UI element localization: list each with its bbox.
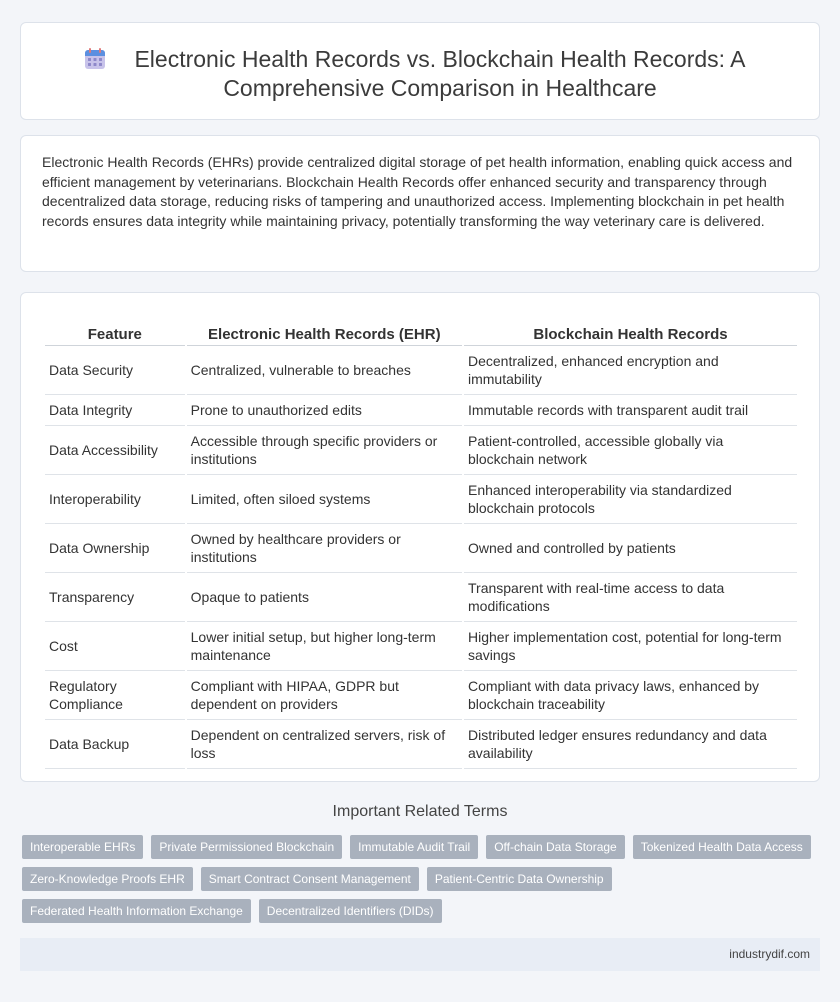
- table-row: [45, 720, 797, 769]
- ehr-cell: Prone to unauthorized edits: [187, 395, 462, 426]
- related-term-tag[interactable]: Smart Contract Consent Management: [201, 867, 419, 891]
- table-row: [45, 475, 797, 524]
- blockchain-cell: Compliant with data privacy laws, enhanced by blockchain traceability: [464, 671, 797, 720]
- feature-cell: Cost: [45, 622, 185, 671]
- blockchain-cell: Distributed ledger ensures redundancy and data availability: [464, 720, 797, 769]
- comparison-card: [20, 292, 820, 782]
- feature-cell: Data Integrity: [45, 395, 185, 426]
- blockchain-cell: Enhanced interoperability via standardized blockchain protocols: [464, 475, 797, 524]
- title-card: [20, 22, 820, 120]
- table-row: [45, 524, 797, 573]
- related-term-tag[interactable]: Immutable Audit Trail: [350, 835, 478, 859]
- footer-site-link[interactable]: industrydif.com: [729, 947, 810, 961]
- ehr-cell: Accessible through specific providers or institutions: [187, 426, 462, 475]
- blockchain-cell: Decentralized, enhanced encryption and immutability: [464, 346, 797, 395]
- feature-cell: Data Ownership: [45, 524, 185, 573]
- feature-cell: Interoperability: [45, 475, 185, 524]
- ehr-cell: Limited, often siloed systems: [187, 475, 462, 524]
- table-header-row: [45, 313, 797, 346]
- ehr-cell: Opaque to patients: [187, 573, 462, 622]
- blockchain-cell: Transparent with real-time access to data modifications: [464, 573, 797, 622]
- table-row: [45, 346, 797, 395]
- ehr-cell: Compliant with HIPAA, GDPR but dependent on providers: [187, 671, 462, 720]
- related-term-tag[interactable]: Tokenized Health Data Access: [633, 835, 811, 859]
- related-term-tag[interactable]: Decentralized Identifiers (DIDs): [259, 899, 442, 923]
- feature-cell: Data Accessibility: [45, 426, 185, 475]
- related-terms-list: [22, 835, 822, 931]
- footer: [20, 938, 820, 971]
- feature-cell: Data Security: [45, 346, 185, 395]
- related-term-tag[interactable]: Private Permissioned Blockchain: [151, 835, 342, 859]
- tag-row: [22, 899, 822, 923]
- comparison-table: [43, 313, 799, 769]
- header-ehr: Electronic Health Records (EHR): [187, 313, 462, 346]
- intro-paragraph: Electronic Health Records (EHRs) provide centralized digital storage of pet health information, enabling quick access and efficient management by veterinarians. Blockchain Health Records offer enhanced security and transparency through decentralized data storage, reducing risks of tampering and unauthorized access. Implementing blockchain in pet health records ensures data integrity while maintaining privacy, potentially transforming the way veterinary care is delivered.: [42, 154, 793, 229]
- page-title: Electronic Health Records vs. Blockchain Health Records: A Comprehensive Comparison in Healthcare: [134, 46, 746, 101]
- table-row: [45, 622, 797, 671]
- related-term-tag[interactable]: Patient-Centric Data Ownership: [427, 867, 612, 891]
- table-row: [45, 573, 797, 622]
- table-row: [45, 671, 797, 720]
- tag-row: [22, 867, 822, 891]
- related-term-tag[interactable]: Federated Health Information Exchange: [22, 899, 251, 923]
- blockchain-cell: Owned and controlled by patients: [464, 524, 797, 573]
- header-blockchain: Blockchain Health Records: [464, 313, 797, 346]
- table-row: [45, 395, 797, 426]
- feature-cell: Data Backup: [45, 720, 185, 769]
- table-row: [45, 426, 797, 475]
- related-term-tag[interactable]: Zero-Knowledge Proofs EHR: [22, 867, 193, 891]
- feature-cell: Regulatory Compliance: [45, 671, 185, 720]
- related-term-tag[interactable]: Interoperable EHRs: [22, 835, 143, 859]
- blockchain-cell: Higher implementation cost, potential for long-term savings: [464, 622, 797, 671]
- tag-row: [22, 835, 822, 859]
- feature-cell: Transparency: [45, 573, 185, 622]
- related-terms-heading: Important Related Terms: [332, 803, 508, 820]
- ehr-cell: Dependent on centralized servers, risk of loss: [187, 720, 462, 769]
- blockchain-cell: Immutable records with transparent audit trail: [464, 395, 797, 426]
- header-feature: Feature: [45, 313, 185, 346]
- ehr-cell: Lower initial setup, but higher long-term maintenance: [187, 622, 462, 671]
- ehr-cell: Centralized, vulnerable to breaches: [187, 346, 462, 395]
- blockchain-cell: Patient-controlled, accessible globally via blockchain network: [464, 426, 797, 475]
- ehr-cell: Owned by healthcare providers or institutions: [187, 524, 462, 573]
- related-term-tag[interactable]: Off-chain Data Storage: [486, 835, 625, 859]
- intro-card: [20, 135, 820, 272]
